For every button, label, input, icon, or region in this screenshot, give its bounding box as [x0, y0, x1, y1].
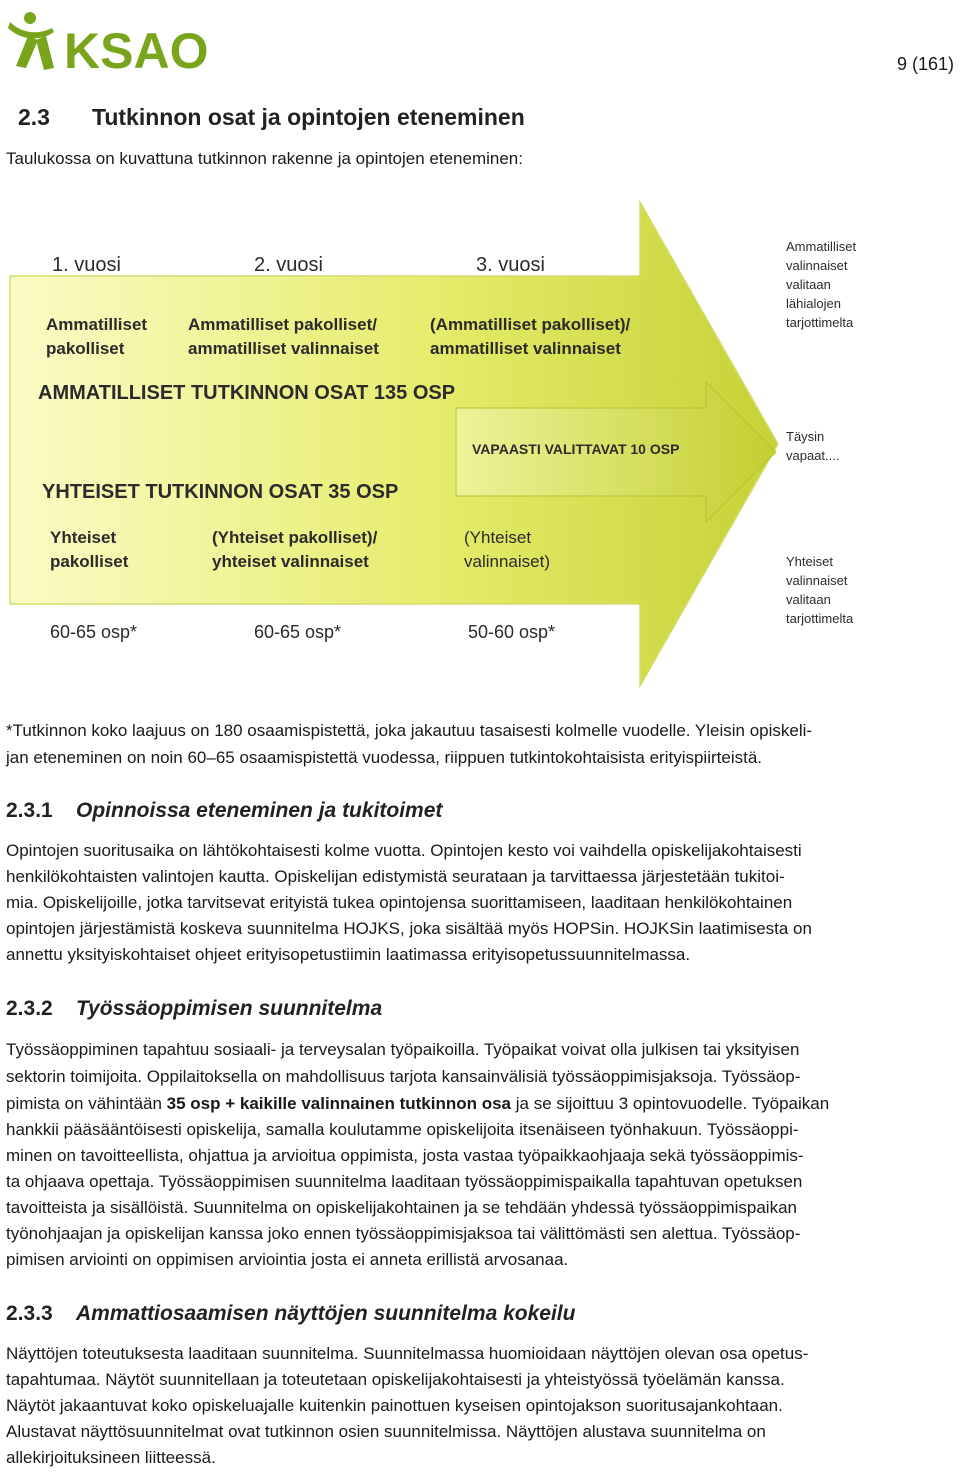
paragraph-line: sektorin toimijoita. Oppilaitoksella on mahdollisuus tarjota kansainvälisiä työssäoppimisjaksoja. Työssäop- — [6, 1067, 801, 1086]
footnote-line-1: *Tutkinnon koko laajuus on 180 osaamispistettä, joka jakautuu tasaisesti kolmelle vuodelle. Yleisin opiskeli- — [6, 721, 813, 740]
paragraph-line: Alustavat näyttösuunnitelmat ovat tutkinnon osien suunnitelmissa. Näyttöjen alustava suunnitelma on — [6, 1422, 766, 1441]
study-progress-diagram — [0, 196, 960, 692]
paragraph-line: hankkii pääsääntöisesti opiskelija, samalla koulutamme opiskelijoita itsenäiseen työnhakuun. Työssäoppi- — [6, 1120, 799, 1139]
year-2-label: 2. vuosi — [254, 254, 323, 276]
paragraph-line: Työssäoppiminen tapahtuu sosiaali- ja terveysalan työpaikoilla. Työpaikat voivat olla julkisen tai yksityisen — [6, 1040, 800, 1059]
top-label-1-line2: pakolliset — [46, 339, 125, 358]
section-number: 2.3.2 — [6, 997, 53, 1020]
ksao-logo — [6, 6, 256, 76]
osp-year-1: 60-65 osp* — [50, 622, 138, 642]
intro-paragraph: Taulukossa on kuvattuna tutkinnon rakenne ja opintojen eteneminen: — [6, 149, 523, 168]
side-note-top-4: lähialojen — [786, 296, 841, 311]
logo-text: KSAO — [64, 23, 209, 76]
section-title: Ammattiosaamisen näyttöjen suunnitelma kokeilu — [76, 1302, 576, 1325]
paragraph-line: Näytöt jakaantuvat koko opiskeluajalle kuitenkin painottuen kyseisen opintojakson suoritusajankohtaan. — [6, 1396, 783, 1415]
paragraph-line: annettu yksityiskohtaiset ohjeet erityisopetustiimin laatimassa erityisopetussuunnitelmassa. — [6, 945, 691, 964]
side-note-top-5: tarjottimelta — [786, 315, 854, 330]
paragraph-line: ta ohjaava opettaja. Työssäoppimisen suunnitelma laaditaan työssäoppimispaikalla tapahtuvan opetuksen — [6, 1172, 803, 1191]
section-heading-2-3 — [18, 104, 525, 131]
osp-year-2: 60-65 osp* — [254, 622, 342, 642]
side-note-top-2: valinnaiset — [786, 258, 848, 273]
section-title: Opinnoissa eteneminen ja tukitoimet — [76, 799, 443, 822]
paragraph-line — [6, 1091, 954, 1117]
bottom-label-3-line1: (Yhteiset — [464, 528, 532, 547]
middle-arrow-title: VAPAASTI VALITTAVAT 10 OSP — [472, 441, 680, 457]
section-heading-2-3-3 — [6, 1302, 575, 1326]
side-note-mid-1: Täysin — [786, 429, 825, 444]
bottom-label-1-line1: Yhteiset — [50, 528, 117, 547]
paragraph-line: pimisen arviointi on oppimisen arviointia josta ei anneta erillistä arvosanaa. — [6, 1250, 569, 1269]
paragraph-line: Näyttöjen toteutuksesta laaditaan suunnitelma. Suunnitelmassa huomioidaan näyttöjen olevan osa opetus- — [6, 1344, 809, 1363]
paragraph-line: Opintojen suoritusaika on lähtökohtaisesti kolme vuotta. Opintojen kesto voi vaihdella opiskelijakohtaisesti — [6, 841, 802, 860]
bottom-label-1-line2: pakolliset — [50, 552, 129, 571]
osp-year-3: 50-60 osp* — [468, 622, 556, 642]
big-arrow-title: AMMATILLISET TUTKINNON OSAT 135 OSP — [38, 382, 456, 404]
paragraph-line: allekirjoituksineen liitteessä. — [6, 1448, 216, 1467]
side-note-bottom-2: valinnaiset — [786, 573, 848, 588]
bold-text: 35 osp + kaikille valinnainen tutkinnon osa — [166, 1094, 512, 1113]
page-number: 9 (161) — [896, 54, 954, 74]
paragraph-line: tapahtumaa. Näytöt suunnitellaan ja toteutetaan opiskelijakohtaisesti ja yhteistyössä työelämän kanssa. — [6, 1370, 785, 1389]
top-label-2-line2: ammatilliset valinnaiset — [188, 339, 379, 358]
top-label-3-line2: ammatilliset valinnaiset — [430, 339, 621, 358]
paragraph-line: minen on tavoitteellista, ohjattua ja arvioitua oppimista, josta vastaa työpaikkaohjaaja sekä työssäoppimis- — [6, 1146, 804, 1165]
section-title: Työssäoppimisen suunnitelma — [76, 997, 383, 1020]
side-note-bottom-4: tarjottimelta — [786, 611, 854, 626]
bottom-label-2-line2: yhteiset valinnaiset — [212, 552, 369, 571]
section-number: 2.3.3 — [6, 1302, 53, 1325]
side-note-bottom-3: valitaan — [786, 592, 831, 607]
section-number: 2.3 — [18, 104, 50, 130]
section-number: 2.3.1 — [6, 799, 53, 822]
paragraph-line: henkilökohtaisten valintojen kautta. Opiskelijan edistymistä seurataan ja tarvittaessa järjestetään tukitoi- — [6, 867, 785, 886]
section-heading-2-3-2 — [6, 997, 382, 1021]
side-note-bottom-1: Yhteiset — [786, 554, 833, 569]
paragraph-line: työnohjaajan ja opiskelijan kanssa joko ennen työssäoppimisjaksoa tai välittömästi sen alettua. Työssäop- — [6, 1224, 801, 1243]
footnote-line-2: jan eteneminen on noin 60–65 osaamispistettä vuodessa, riippuen tutkintokohtaisista erityispiirteistä. — [6, 748, 763, 767]
line-text: ja se sijoittuu 3 opintovuodelle. Työpaikan — [511, 1094, 830, 1113]
paragraph-line: opintojen järjestämistä koskeva suunnitelma HOJKS, joka sisältää myös HOPSin. HOJKSin laatimisesta on — [6, 919, 812, 938]
top-label-1-line1: Ammatilliset — [46, 315, 148, 334]
bottom-label-2-line1: (Yhteiset pakolliset)/ — [212, 528, 378, 547]
top-label-3-line1: (Ammatilliset pakolliset)/ — [430, 315, 631, 334]
year-1-label: 1. vuosi — [52, 254, 121, 276]
ksao-logo-graphic — [6, 6, 256, 76]
side-note-top-3: valitaan — [786, 277, 831, 292]
section-heading-2-3-1 — [6, 799, 442, 823]
year-3-label: 3. vuosi — [476, 254, 545, 276]
section-title: Tutkinnon osat ja opintojen eteneminen — [92, 104, 525, 130]
top-label-2-line1: Ammatilliset pakolliset/ — [188, 315, 377, 334]
paragraph-line: tavoitteista ja sisällöistä. Suunnitelma on opiskelijakohtainen ja se tehdään yhdessä työssäoppimispaikan — [6, 1198, 797, 1217]
paragraph-line: mia. Opiskelijoille, jotka tarvitsevat erityistä tukea opintojensa suorittamiseen, laaditaan henkilökohtainen — [6, 893, 793, 912]
side-note-top-1: Ammatilliset — [786, 239, 857, 254]
bottom-label-3-line2: valinnaiset) — [464, 552, 550, 571]
line-text: pimista on vähintään — [6, 1094, 167, 1113]
lower-section-title: YHTEISET TUTKINNON OSAT 35 OSP — [42, 481, 399, 503]
side-note-mid-2: vapaat.... — [786, 448, 840, 463]
diagram-svg — [0, 196, 960, 692]
